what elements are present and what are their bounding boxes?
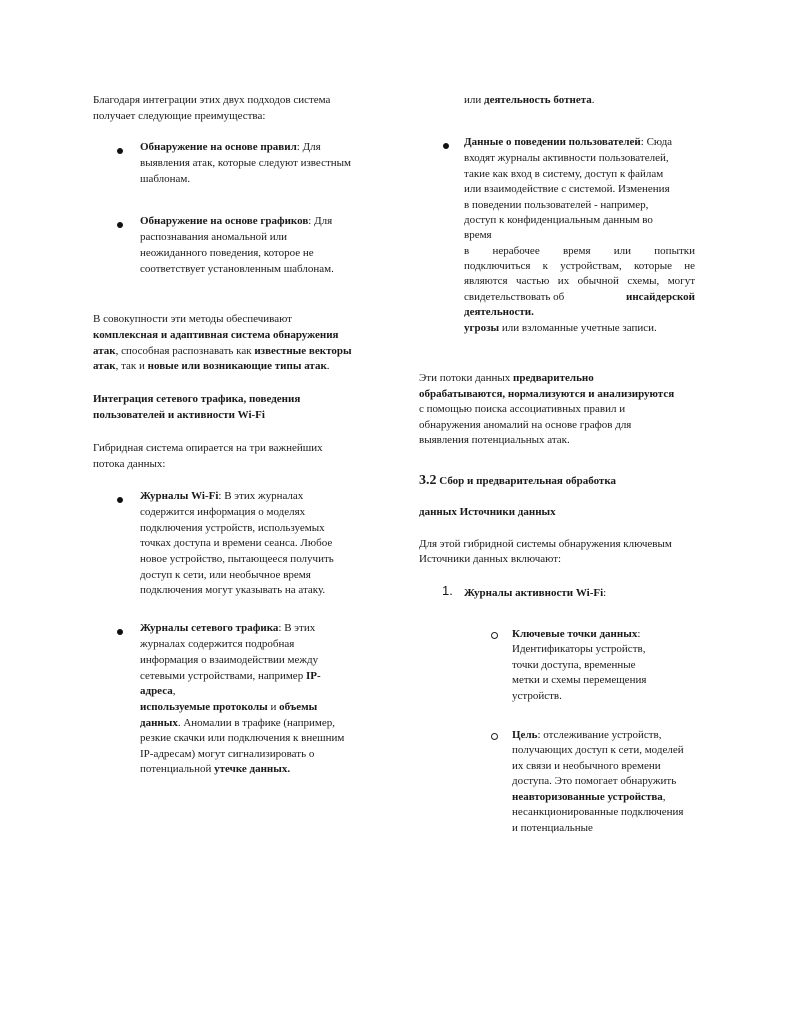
circle-bullet: [491, 729, 498, 745]
behavior-line-7: время: [464, 229, 492, 241]
wifi-logs-line-6: доступ к сети, или необычное время: [140, 569, 311, 581]
traffic-logs-line-1: Журналы сетевого трафика: В этих: [140, 622, 316, 634]
integration-heading-line-2: пользователей и активности Wi-Fi: [93, 409, 265, 421]
streams-line-2: обрабатываются, нормализуются и анализируются: [419, 388, 675, 400]
intro-line-1: Благодаря интеграции этих двух подходов система: [93, 94, 331, 106]
goal-line-5: неавторизованные устройства,: [512, 791, 666, 803]
goal-line-2: получающих доступ к сети, моделей: [512, 744, 684, 756]
streams-line-5: выявления потенциальных атак.: [419, 434, 570, 446]
bullet-dot: [117, 217, 123, 233]
advantage-rules-line-3: шаблонам.: [140, 173, 191, 185]
intro-line-2: получает следующие преимущества:: [93, 110, 266, 122]
wifi-logs-line-3: подключения устройств, используемых: [140, 522, 325, 534]
behavior-line-12: деятельности.: [464, 306, 534, 318]
circle-bullet: [491, 628, 498, 644]
summary-line-1: В совокупности эти методы обеспечивают: [93, 313, 292, 325]
advantage-graphs-line-2: распознавания аномальной или: [140, 231, 287, 243]
behavior-line-6: доступ к конфиденциальным данным во: [464, 214, 653, 226]
advantage-graphs-line-1: Обнаружение на основе графиков: Для: [140, 215, 333, 227]
sources-line-2: Источники данных включают:: [419, 553, 562, 565]
behavior-line-1: Данные о поведении пользователей: Сюда: [464, 136, 673, 148]
streams-line-4: обнаружения аномалий на основе графов для: [419, 419, 632, 431]
behavior-line-8: в нерабочее время или попытки: [464, 245, 695, 257]
traffic-logs-line-4: сетевыми устройствами, например IP-: [140, 670, 321, 682]
key-points-line-4: метки и схемы перемещения: [512, 674, 647, 686]
traffic-logs-line-6: используемые протоколы и объемы: [140, 701, 318, 713]
goal-line-1: Цель: отслеживание устройств,: [512, 729, 662, 741]
behavior-line-10: являются частью их обычной схемы, могут: [464, 275, 695, 287]
wifi-logs-line-2: содержится информация о моделях: [140, 506, 306, 518]
key-points-line-5: устройств.: [512, 690, 562, 702]
traffic-logs-line-7: данных. Аномалии в трафике (например,: [140, 717, 335, 729]
wifi-logs-line-5: новое устройство, пытающееся получить: [140, 553, 334, 565]
behavior-line-4: или взаимодействие с системой. Изменения: [464, 183, 670, 195]
streams-line-3: с помощью поиска ассоциативных правил и: [419, 403, 626, 415]
hybrid-line-1: Гибридная система опирается на три важнейших: [93, 442, 323, 454]
key-points-line-3: точки доступа, временные: [512, 659, 636, 671]
advantage-graphs-line-4: соответствует установленным шаблонам.: [140, 263, 334, 275]
summary-line-3: атак, способная распознавать как известные векторы: [93, 345, 352, 357]
summary-line-4: атак, так и новые или возникающие типы атак.: [93, 360, 330, 372]
streams-line-1: Эти потоки данных предварительно: [419, 372, 594, 384]
traffic-logs-line-3: информация о взаимодействии между: [140, 654, 319, 666]
key-points-line-1: Ключевые точки данных:: [512, 628, 641, 640]
section-heading: 3.2 Сбор и предварительная обработка: [419, 473, 617, 488]
wifi-logs-line-1: Журналы Wi-Fi: В этих журналах: [140, 490, 304, 502]
behavior-line-5: в поведении пользователей - например,: [464, 199, 649, 211]
wifi-activity-title: Журналы активности Wi-Fi:: [464, 587, 607, 599]
bullet-dot: [117, 492, 123, 508]
key-points-line-2: Идентификаторы устройств,: [512, 643, 646, 655]
traffic-logs-line-2: журналах содержится подробная: [140, 638, 295, 650]
bullet-dot: [117, 624, 123, 640]
behavior-line-2: входят журналы активности пользователей,: [464, 152, 669, 164]
traffic-logs-line-9: IP-адресам) могут сигнализировать о: [140, 748, 315, 760]
list-number: 1.: [442, 583, 453, 598]
goal-line-3: их связи и необычного времени: [512, 760, 661, 772]
bullet-dot: [443, 138, 449, 154]
traffic-logs-line-8: резкие скачки или подключения к внешним: [140, 732, 345, 744]
advantage-graphs-line-3: неожиданного поведения, которое не: [140, 247, 314, 259]
traffic-logs-line-10: потенциальной утечке данных.: [140, 763, 291, 775]
advantage-rules-line-2: выявления атак, которые следуют известным: [140, 157, 352, 169]
summary-line-2: комплексная и адаптивная система обнаружения: [93, 329, 339, 341]
bullet-dot: [117, 143, 123, 159]
wifi-logs-line-4: точках доступа и времени сеанса. Любое: [140, 537, 333, 549]
behavior-line-11b: инсайдерской: [625, 291, 695, 303]
behavior-line-13: угрозы или взломанные учетные записи.: [464, 322, 657, 334]
goal-line-4: доступа. Это помогает обнаружить: [512, 775, 677, 787]
botnet-line: или деятельность ботнета.: [464, 94, 595, 106]
section-heading-line-2: данных Источники данных: [419, 506, 556, 518]
integration-heading-line-1: Интеграция сетевого трафика, поведения: [93, 393, 301, 405]
sources-line-1: Для этой гибридной системы обнаружения ключевым: [419, 538, 672, 550]
advantage-rules-line-1: Обнаружение на основе правил: Для: [140, 141, 321, 153]
behavior-line-3: такие как вход в систему, доступ к файлам: [464, 168, 664, 180]
traffic-logs-line-5: адреса,: [140, 685, 176, 697]
hybrid-line-2: потока данных:: [93, 458, 166, 470]
wifi-logs-line-7: подключения могут указывать на атаку.: [140, 584, 326, 596]
behavior-line-9: подключиться к устройствам, которые не: [464, 260, 695, 272]
goal-line-7: и потенциальные: [512, 822, 593, 834]
behavior-line-11a: свидетельствовать об: [464, 291, 565, 303]
goal-line-6: несанкционированные подключения: [512, 806, 684, 818]
